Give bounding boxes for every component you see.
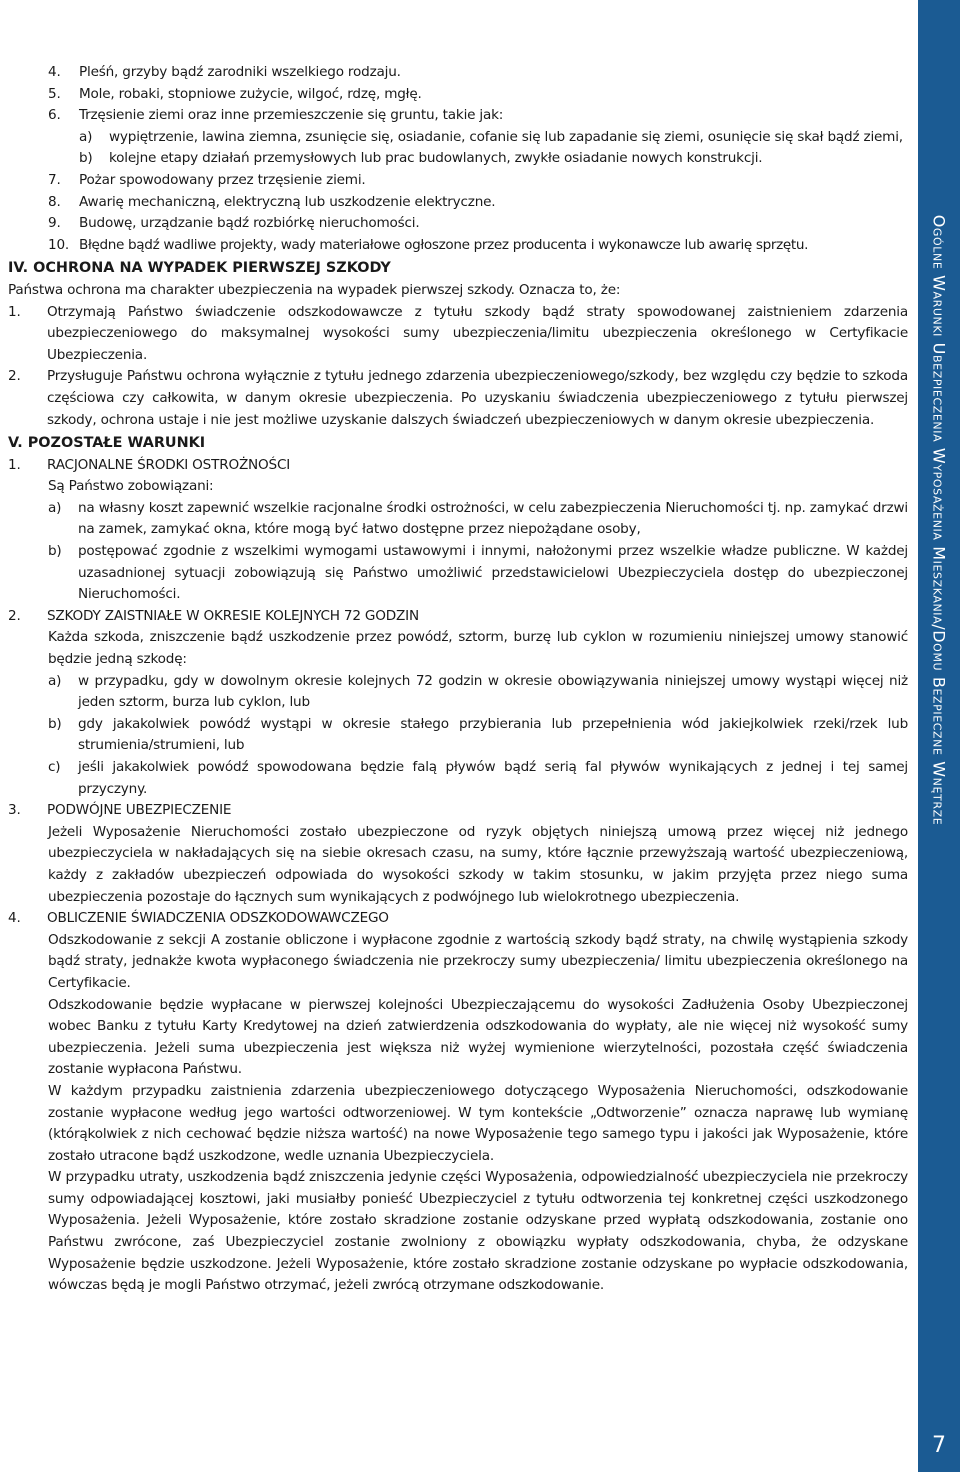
list-text: Pleśń, grzyby bądź zarodniki wszelkiego rodzaju. [79, 64, 401, 80]
sub-list-letter: c) [48, 759, 61, 775]
list-number: 5. [48, 85, 61, 102]
list-text: Przysługuje Państwu ochrona wyłącznie z tytułu jednego zdarzenia ubezpieczeniowego/szkody, bez względu czy będzie to szkoda częściowa czy całkowita, w danym okresie ubezpieczenia. Po uzyskaniu świadczenia ubezpieczeniowego z tytułu pierwszej szkody, ochrona ustaje i nie jest możliwe uzyskanie dalszych świadczeń ubezpieczeniowych w danym okresie ubezpieczenia. [47, 368, 908, 428]
sub-list-letter: a) [48, 499, 62, 516]
subsection-body [48, 476, 908, 606]
subsection-title: OBLICZENIE ŚWIADCZENIA ODSZKODOWAWCZEGO [47, 910, 389, 927]
sub-list-letter: a) [48, 672, 62, 689]
subsection-body [48, 627, 908, 800]
page-number: 7 [932, 1433, 946, 1458]
section-heading: V. POZOSTAŁE WARUNKI [8, 435, 206, 452]
sub-list-item [48, 541, 908, 606]
subsection-paragraph: W każdym przypadku zaistnienia zdarzenia ubezpieczeniowego dotyczącego Wyposażenia Nieruchomości, odszkodowanie zostanie wypłacone według jego wartości odtworzeniowej. W tym kontekście „Odtworzenie” oznacza naprawę lub wymianę (którąkolwiek z nich cechować będzie niższa wartość) na nowe Wyposażenie tego samego typu i jakości jak Wyposażenie, które zostało utracone bądź uszkodzone, wedle uznania Ubezpieczyciela. [48, 1082, 908, 1164]
list-item [8, 302, 908, 367]
list-number: 4. [48, 64, 61, 80]
list-item [8, 366, 908, 431]
list-text: Pożar spowodowany przez trzęsienie ziemi. [79, 171, 366, 188]
subsection-paragraph: Odszkodowanie z sekcji A zostanie obliczone i wypłacone zgodnie z wartością szkody bądź straty, na chwilę wystąpienia szkody bądź straty, jednakże kwota wypłaconego świadczenia nie przekroczy sumy ubezpieczenia/ limitu ubezpieczenia określonego na Certyfikacie. [48, 931, 908, 991]
list-item [48, 170, 908, 192]
sub-list-item [48, 757, 908, 800]
list-text: Błędne bądź wadliwe projekty, wady materiałowe ogłoszone przez producenta i wykonawcze lub awarię sprzętu. [79, 236, 809, 253]
list-number: 2. [8, 368, 21, 385]
subsection-title-row [8, 606, 908, 628]
sub-list-letter: a) [79, 128, 93, 145]
sub-list-text: gdy jakakolwiek powódź wystąpi w okresie stałego przybierania lub przepełnienia wód jakiejkolwiek rzeki/rzek lub strumienia/strumieni, lub [78, 715, 908, 754]
sub-list-letter: b) [79, 150, 93, 167]
list-text: Trzęsienie ziemi oraz inne przemieszczenie się gruntu, takie jak: [79, 107, 504, 124]
subsection-paragraph: Odszkodowanie będzie wypłacane w pierwszej kolejności Ubezpieczającemu do wysokości Zadłużenia Osoby Ubezpieczonej wobec Banku z tytułu Karty Kredytowej na dzień zatwierdzenia odszkodowania do wypłaty, ale nie więcej niż wysokość sumy ubezpieczenia. Jeżeli suma ubezpieczenia jest większa niż wyżej wymienione wierzytelności, pozostała część świadczenia zostanie wypłacona Państwu. [48, 996, 908, 1078]
sub-list-text: w przypadku, gdy w dowolnym okresie kolejnych 72 godzin w okresie obowiązywania niniejszej umowy wystąpi więcej niż jeden sztorm, burza lub cyklon, lub [78, 672, 908, 711]
subsection-title: SZKODY ZAISTNIAŁE W OKRESIE KOLEJNYCH 72 GODZIN [47, 607, 419, 624]
sub-list-letter: b) [48, 543, 62, 560]
subsection-title-row [8, 455, 908, 477]
subsection-title: PODWÓJNE UBEZPIECZENIE [47, 802, 232, 819]
subsection-number: 2. [8, 607, 21, 624]
subsection-number: 3. [8, 802, 21, 819]
sub-list-item [48, 714, 908, 757]
sub-list-text: wypiętrzenie, lawina ziemna, zsunięcie się, osiadanie, cofanie się lub zapadanie się ziemi, osunięcie się skał bądź ziemi, [109, 128, 903, 145]
list-number: 8. [48, 193, 61, 210]
list-text: Mole, robaki, stopniowe zużycie, wilgoć, rdzę, mgłę. [79, 85, 422, 102]
subsection-intro: Każda szkoda, zniszczenie bądź uszkodzenie przez powódź, sztorm, burzę lub cyklon w rozumieniu niniejszej umowy stanowić będzie jedną szkodę: [48, 629, 908, 668]
subsection-paragraph: Jeżeli Wyposażenie Nieruchomości zostało ubezpieczone od ryzyk objętych niniejszą umową przez więcej niż jednego ubezpieczyciela w nakładających się na siebie okresach czasu, na sumy, które łącznie przewyższają wartość ubezpieczeniową, każdy z zakładów ubezpieczeń odpowiada do wysokości szkody w takim stosunku, w jakim przyjęta przez niego suma ubezpieczenia pozostaje do łącznych sum wynikających z podwójnego lub wielokrotnego ubezpieczenia. [48, 823, 908, 905]
sub-list-item [79, 148, 908, 170]
list-number: 9. [48, 215, 61, 232]
subsection-title: RACJONALNE ŚRODKI OSTROŻNOŚCI [47, 456, 291, 473]
sub-list-text: kolejne etapy działań przemysłowych lub prac budowlanych, zwykłe osiadanie nowych konstrukcji. [109, 150, 763, 167]
sub-list-text: jeśli jakakolwiek powódź spowodowana będzie falą pływów bądź serią fal pływów wynikających z jednej i tej samej przyczyny. [78, 759, 908, 797]
list-item [48, 105, 908, 170]
sub-list-item [48, 498, 908, 541]
list-item [48, 213, 908, 235]
list-item-body [79, 105, 908, 170]
sub-list-item [48, 671, 908, 714]
list-item [48, 62, 908, 84]
list-text: Budowę, urządzanie bądź rozbiórkę nieruchomości. [79, 215, 420, 232]
list-item [48, 235, 908, 257]
list-text: Otrzymają Państwo świadczenie odszkodowawcze z tytułu szkody bądź straty spowodowanej zaistnieniem zdarzenia ubezpieczeniowego do maksymalnej wysokości sumy ubezpieczenia/limitu ubezpieczenia określonego w Certyfikacie Ubezpieczenia. [47, 303, 908, 363]
list-item [48, 84, 908, 106]
subsection-paragraph: W przypadku utraty, uszkodzenia bądź zniszczenia jedynie części Wyposażenia, odpowiedzialność ubezpieczyciela nie przekroczy sumy odpowiadającej kosztowi, jaki musiałby ponieść Ubezpieczyciel z tytułu odtworzenia tej konkretnej części uszkodzonego Wyposażenia. Jeżeli Wyposażenie, które zostało skradzione zostanie odzyskane przed wypłatą odszkodowania, zostanie ono Państwu zwrócone, zaś Ubezpieczyciel zostanie zwolniony z obowiązku wypłaty odszkodowania, chyba, że odzyskane Wyposażenie będzie uszkodzone. Jeżeli Wyposażenie, które zostało skradzione zostanie odzyskane po wypłacie odszkodowania, wówczas będą je mogli Państwo otrzymać, jeżeli zwrócą otrzymane odszkodowanie. [48, 1169, 908, 1294]
sidebar-vertical-title: Ogólne Warunki Ubezpieczenia Wyposażenia Mieszkania/Domu Bezpieczne Wnętrze [929, 214, 949, 826]
subsection-title-row [8, 908, 908, 930]
list-number: 10. [48, 236, 70, 253]
list-number: 6. [48, 107, 61, 124]
sub-list-text: na własny koszt zapewnić wszelkie racjonalne środki ostrożności, w celu zabezpieczenia Nieruchomości tj. np. zamykać drzwi na zamek, zamykać okna, które mogą być łatwo dostępne przez niepożądane osoby, [78, 499, 908, 538]
subsection-intro: Są Państwo zobowiązani: [48, 478, 214, 495]
subsection-title-row [8, 800, 908, 822]
list-number: 1. [8, 303, 21, 320]
list-item [48, 192, 908, 214]
sub-list-item [79, 127, 908, 149]
document-body [8, 62, 908, 1297]
list-number: 7. [48, 171, 61, 188]
sub-list-text: postępować zgodnie z wszelkimi wymogami ustawowymi i innymi, nałożonymi przez wszelkie władze publiczne. W każdej uzasadnionej sytuacji zobowiązują się Państwo umożliwić przedstawicielowi Ubezpieczyciela dostęp do ubezpieczonej Nieruchomości. [78, 543, 908, 603]
section-intro: Państwa ochrona ma charakter ubezpieczenia na wypadek pierwszej szkody. Oznacza to, że: [8, 281, 621, 298]
subsection-number: 4. [8, 910, 21, 927]
list-text: Awarię mechaniczną, elektryczną lub uszkodzenie elektryczne. [79, 193, 496, 210]
subsection-number: 1. [8, 456, 21, 473]
sub-list-letter: b) [48, 715, 62, 732]
section-heading: IV. OCHRONA NA WYPADEK PIERWSZEJ SZKODY [8, 260, 391, 277]
